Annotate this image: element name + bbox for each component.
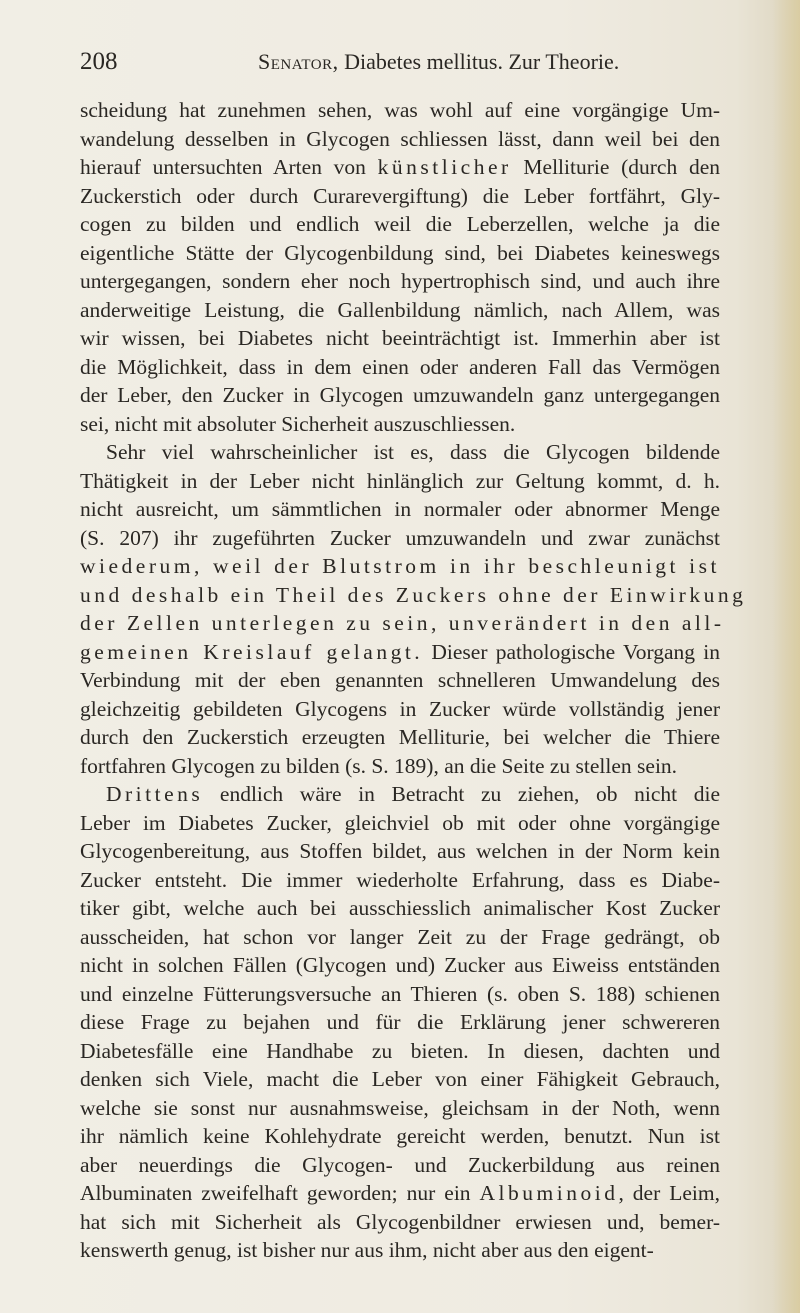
text-run: ausscheiden, hat schon vor langer Zeit zu der Frage gedrängt, ob: [80, 924, 720, 949]
text-run: und einzelne Fütterungsversuche an Thieren (s. oben S. 188) schienen: [80, 981, 720, 1006]
text-line: [80, 1037, 720, 1066]
text-line: [80, 923, 720, 952]
text-line: [80, 951, 720, 980]
text-line: [80, 1122, 720, 1151]
text-run: nicht in solchen Fällen (Glycogen und) Zucker aus Eiweiss entständen: [80, 953, 720, 977]
text-run: cogen zu bilden und endlich weil die Leberzellen, welche ja die: [80, 212, 720, 236]
text-line: [80, 552, 720, 581]
spaced-emphasis: gemeinen Kreislauf gelangt.: [80, 639, 424, 664]
text-run: hierauf untersuchten Arten von: [80, 155, 378, 179]
text-line: [80, 1151, 720, 1180]
text-run: tiker gibt, welche auch bei ausschiesslich animalischer Kost Zucker: [80, 896, 720, 920]
text-line: [80, 1179, 720, 1208]
text-run: Melliturie (durch den: [511, 155, 720, 179]
text-line: [80, 809, 720, 838]
text-run: welche sie sonst nur ausnahmsweise, gleichsam in der Noth, wenn: [80, 1095, 720, 1120]
text-line: [80, 153, 720, 182]
text-run: , der Leim,: [618, 1181, 720, 1205]
text-run: endlich wäre in Betracht zu ziehen, ob nicht die: [203, 782, 720, 806]
spaced-emphasis: Drittens: [106, 782, 204, 806]
page-header: [80, 47, 720, 77]
page-edge-stain: [772, 0, 800, 1313]
text-run: (S. 207) ihr zugeführten Zucker umzuwandeln und zwar zunächst: [80, 525, 720, 550]
text-run: Zuckerstich oder durch Curarevergiftung) die Leber fortfährt, Gly-: [80, 183, 720, 208]
text-line: [80, 780, 720, 809]
text-line: [80, 1008, 720, 1037]
text-run: nicht ausreicht, um sämmtlichen in normaler oder abnormer Menge: [80, 497, 720, 521]
text-run: anderweitige Leistung, die Gallenbildung nämlich, nach Allem, was: [80, 297, 720, 322]
text-run: Glycogenbereitung, aus Stoffen bildet, aus welchen in der Norm kein: [80, 839, 720, 863]
text-run: wandelung desselben in Glycogen schliessen lässt, dann weil bei den: [80, 126, 720, 151]
text-run: fortfahren Glycogen zu bilden (s. S. 189), an die Seite zu stellen sein.: [80, 753, 678, 778]
text-line: [80, 752, 720, 781]
text-line: [80, 96, 720, 125]
text-run: ihr nämlich keine Kohlehydrate gereicht werden, benutzt. Nun ist: [80, 1124, 720, 1148]
text-run: aber neuerdings die Glycogen- und Zuckerbildung aus reinen: [80, 1152, 720, 1177]
text-run: der Leber, den Zucker in Glycogen umzuwandeln ganz untergegangen: [80, 383, 720, 407]
text-line: [80, 638, 720, 667]
text-line: [80, 666, 720, 695]
text-run: denken sich Viele, macht die Leber von einer Fähigkeit Gebrauch,: [80, 1067, 720, 1091]
running-head-author: Senator,: [258, 49, 339, 74]
text-line: [80, 324, 720, 353]
text-run: diese Frage zu bejahen und für die Erklärung jener schwereren: [80, 1010, 720, 1034]
page-number: 208: [80, 48, 118, 75]
text-line: [80, 1065, 720, 1094]
body-text: [80, 96, 747, 1265]
text-line: [80, 381, 720, 410]
text-run: Sehr viel wahrscheinlicher ist es, dass die Glycogen bildende: [106, 440, 720, 464]
text-line: [80, 296, 720, 325]
running-head-title: Diabetes mellitus. Zur Theorie.: [338, 49, 620, 74]
text-line: [80, 1094, 720, 1123]
spaced-emphasis: und deshalb ein Theil des Zuckers ohne der Einwirkung: [80, 582, 747, 607]
text-run: wir wissen, bei Diabetes nicht beeinträchtigt ist. Immerhin aber ist: [80, 326, 720, 350]
text-line: [80, 495, 720, 524]
text-line: [80, 182, 720, 211]
text-run: scheidung hat zunehmen sehen, was wohl auf eine vorgängige Um-: [80, 98, 720, 122]
text-line: [80, 837, 720, 866]
text-line: [80, 438, 720, 467]
text-run: Leber im Diabetes Zucker, gleichviel ob mit oder ohne vorgängige: [80, 810, 720, 835]
text-line: [80, 410, 720, 439]
spaced-emphasis: wiederum, weil der Blutstrom in ihr beschleunigt ist: [80, 554, 720, 578]
text-run: Dieser pathologische Vorgang in: [423, 639, 720, 664]
text-run: kenswerth genug, ist bisher nur aus ihm, nicht aber aus den eigent-: [80, 1238, 654, 1262]
text-line: [80, 353, 720, 382]
text-run: Zucker entsteht. Die immer wiederholte Erfahrung, dass es Diabe-: [80, 867, 720, 892]
text-line: [80, 524, 720, 553]
text-run: die Möglichkeit, dass in dem einen oder anderen Fall das Vermögen: [80, 354, 720, 379]
text-line: [80, 894, 720, 923]
text-run: hat sich mit Sicherheit als Glycogenbildner erwiesen und, bemer-: [80, 1209, 720, 1234]
text-line: [80, 695, 720, 724]
text-run: Thätigkeit in der Leber nicht hinlänglich zur Geltung kommt, d. h.: [80, 468, 720, 493]
text-run: Verbindung mit der eben genannten schnelleren Umwandelung des: [80, 668, 720, 692]
spaced-emphasis: künstlicher: [377, 155, 512, 179]
text-run: gleichzeitig gebildeten Glycogens in Zucker würde vollständig jener: [80, 696, 720, 721]
text-run: Albuminaten zweifelhaft geworden; nur ein: [80, 1181, 480, 1205]
spaced-emphasis: der Zellen unterlegen zu sein, unverändert in den all-: [80, 611, 725, 635]
text-line: [80, 1236, 720, 1265]
text-line: [80, 581, 747, 610]
text-line: [80, 723, 720, 752]
text-line: [80, 125, 720, 154]
text-line: [80, 866, 720, 895]
running-head: [258, 47, 619, 77]
text-run: Diabetesfälle eine Handhabe zu bieten. In diesen, dachten und: [80, 1038, 720, 1063]
text-line: [80, 1208, 720, 1237]
text-run: eigentliche Stätte der Glycogenbildung sind, bei Diabetes keineswegs: [80, 240, 720, 265]
text-run: durch den Zuckerstich erzeugten Melliturie, bei welcher die Thiere: [80, 725, 720, 749]
text-run: sei, nicht mit absoluter Sicherheit auszuschliessen.: [80, 411, 516, 436]
text-line: [80, 467, 720, 496]
text-line: [80, 609, 725, 638]
text-line: [80, 239, 720, 268]
text-line: [80, 267, 720, 296]
text-run: untergegangen, sondern eher noch hypertrophisch sind, und auch ihre: [80, 269, 720, 293]
spaced-emphasis: Albuminoid: [479, 1181, 619, 1205]
text-line: [80, 210, 720, 239]
text-line: [80, 980, 720, 1009]
